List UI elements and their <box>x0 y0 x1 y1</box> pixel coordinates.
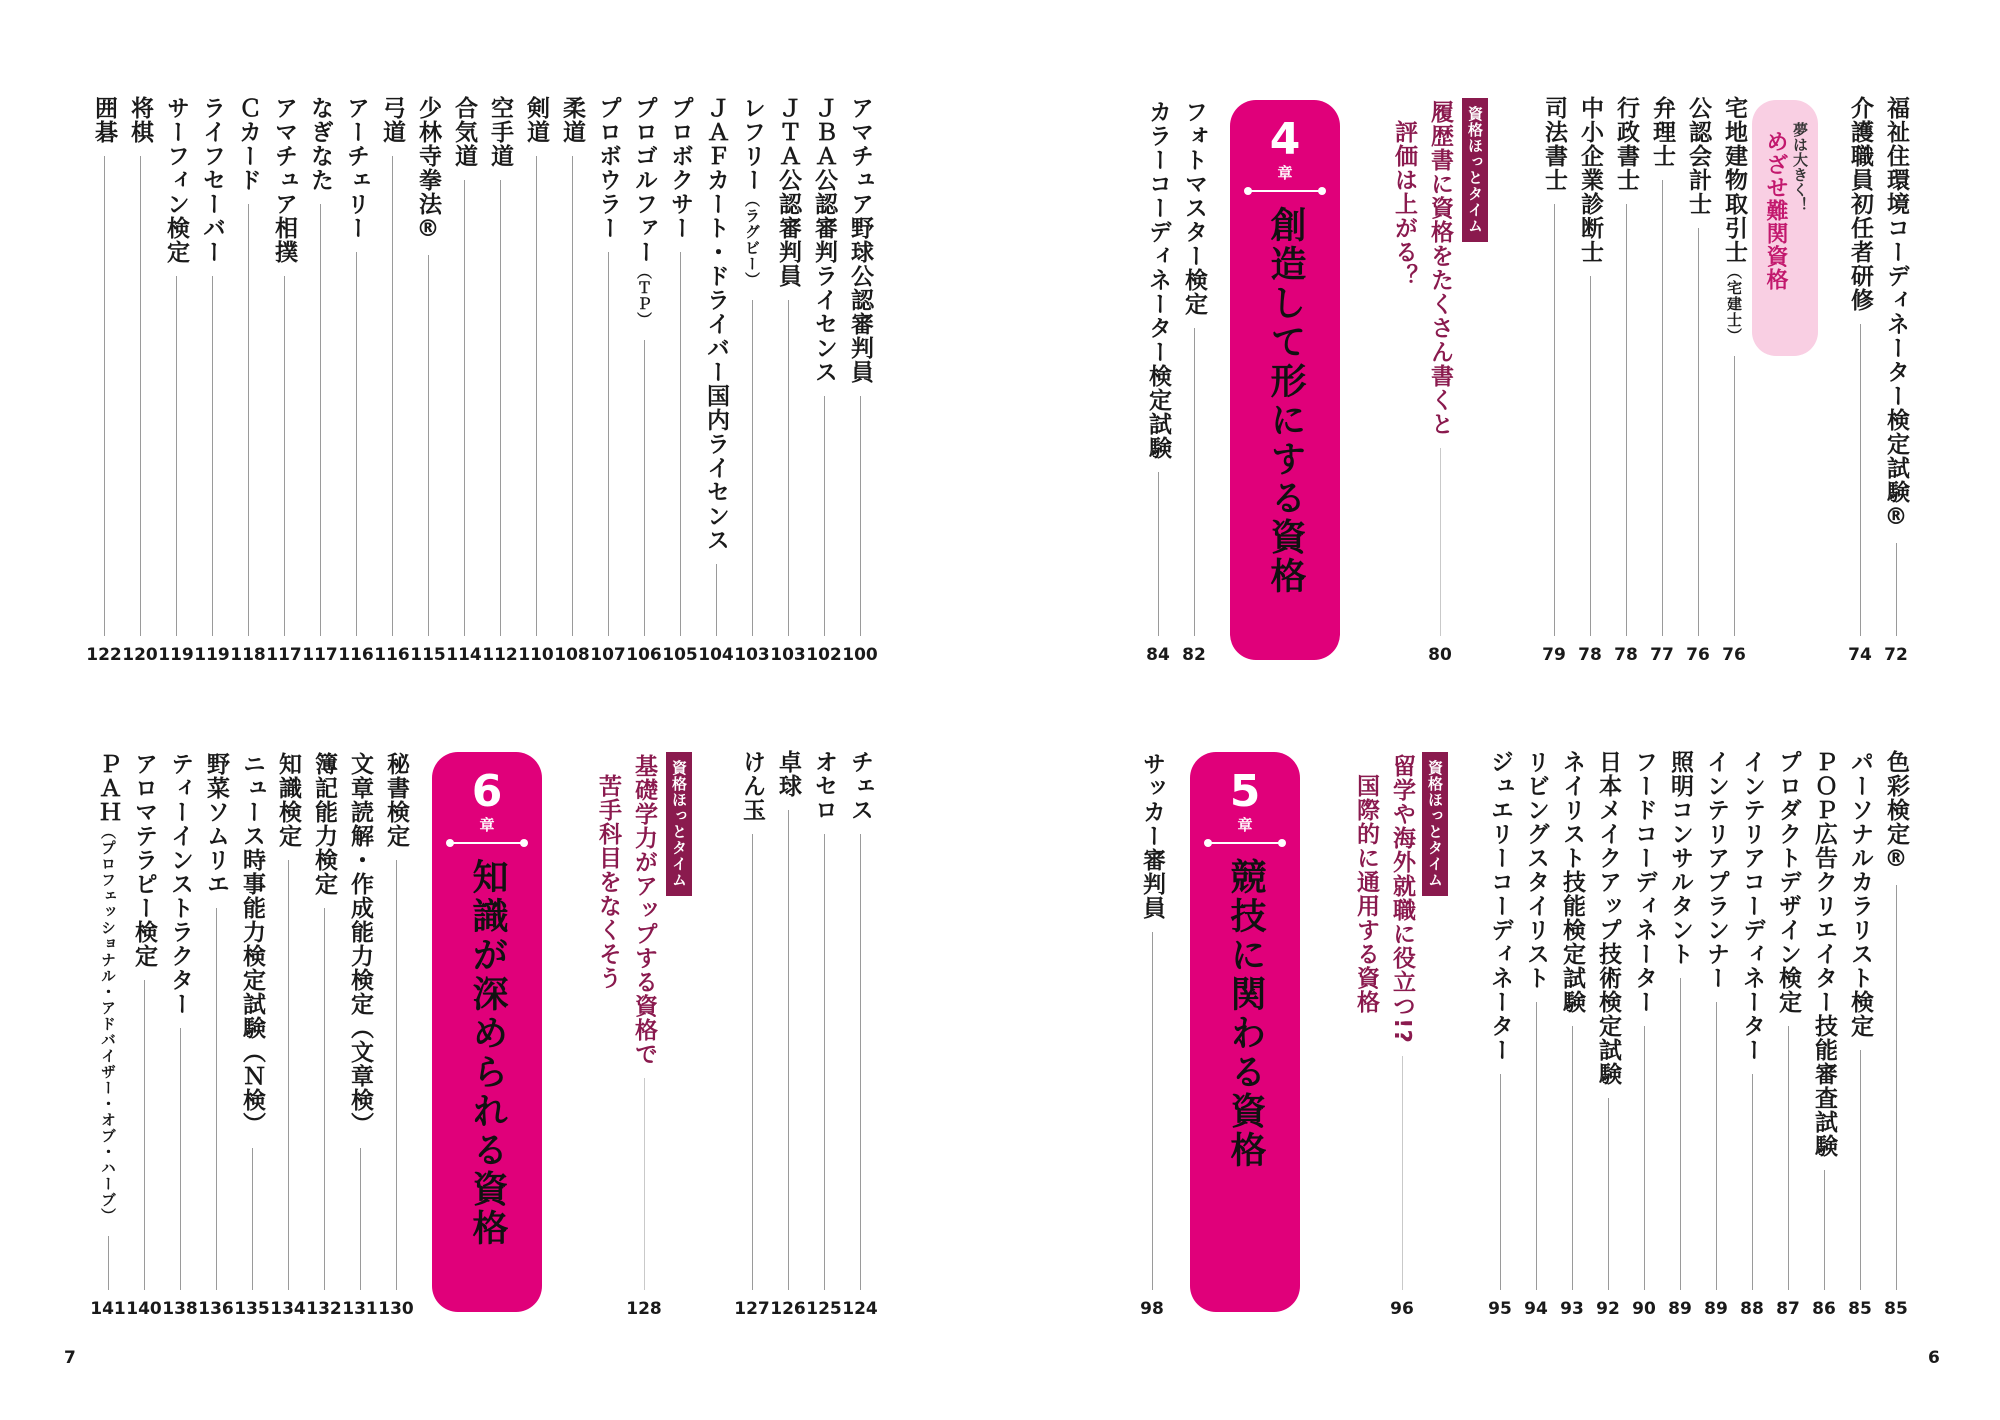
page-number: 98 <box>1140 1299 1164 1319</box>
page-number: 125 <box>806 1299 842 1319</box>
page-number: 102 <box>806 645 842 665</box>
toc-entry[interactable] <box>1592 750 1624 1320</box>
toc-entry[interactable] <box>88 96 120 666</box>
page-number: 118 <box>230 645 266 665</box>
leader-line <box>180 1028 181 1290</box>
page-number: 127 <box>734 1299 770 1319</box>
leader-line <box>392 156 393 636</box>
entry-title: 弁理士 <box>1649 96 1675 168</box>
toc-entry[interactable] <box>592 96 624 666</box>
toc-entry[interactable] <box>1484 750 1516 1320</box>
leader-line <box>1860 324 1861 636</box>
leader-line <box>608 252 609 636</box>
page-number: 108 <box>554 645 590 665</box>
leader-line <box>680 252 681 636</box>
page-number: 88 <box>1740 1299 1764 1319</box>
toc-entry[interactable] <box>1178 100 1210 666</box>
chapter-rule <box>1208 842 1282 844</box>
page-number: 128 <box>626 1299 662 1319</box>
entry-title: 介護職員初任者研修 <box>1847 96 1873 312</box>
leader-line <box>212 276 213 636</box>
toc-entry[interactable] <box>160 96 192 666</box>
entry-title: 福祉住環境コーディネーター検定試験® <box>1883 96 1909 531</box>
toc-entry[interactable] <box>196 96 228 666</box>
hot-time-entry-line2 <box>1350 774 1382 1014</box>
entry-title: 囲碁 <box>91 96 117 144</box>
leader-line <box>788 300 789 636</box>
page-number: 116 <box>374 645 410 665</box>
toc-entry[interactable] <box>448 96 480 666</box>
leader-line <box>572 156 573 636</box>
entry-title: プロボウラー <box>595 96 621 240</box>
entry-title: 野菜ソムリエ <box>203 752 229 896</box>
entry-title: ＪＴＡ公認審判員 <box>775 96 801 288</box>
leader-line <box>464 180 465 636</box>
page-number: 131 <box>342 1299 378 1319</box>
page-number: 115 <box>410 645 446 665</box>
page-number: 130 <box>378 1299 414 1319</box>
page-number: 74 <box>1848 645 1872 665</box>
entry-title: レフリー（ラグビー） <box>739 96 765 288</box>
entry-title: カラーコーディネーター検定試験 <box>1145 100 1171 460</box>
page-number: 103 <box>770 645 806 665</box>
toc-entry[interactable] <box>236 752 268 1320</box>
toc-entry[interactable] <box>772 750 804 1320</box>
entry-title: アーチェリー <box>343 96 369 240</box>
toc-entry[interactable] <box>1520 750 1552 1320</box>
toc-entry[interactable] <box>92 752 124 1320</box>
entry-title: 日本メイクアップ技術検定試験 <box>1595 750 1621 1086</box>
hot-time-entry[interactable] <box>1386 754 1418 1320</box>
toc-entry[interactable] <box>1136 752 1168 1320</box>
toc-entry[interactable] <box>1628 750 1660 1320</box>
leader-line <box>1896 885 1897 1290</box>
page-number: 134 <box>270 1299 306 1319</box>
entry-title: リビングスタイリスト <box>1523 750 1549 990</box>
pill-main-text: めざせ難関資格 <box>1763 130 1788 291</box>
page-number: 119 <box>194 645 230 665</box>
entry-title: アロマテラピー検定 <box>131 752 157 968</box>
toc-entry[interactable] <box>340 96 372 666</box>
leader-line <box>252 1148 253 1290</box>
toc-entry[interactable] <box>1700 750 1732 1320</box>
leader-line <box>1440 448 1441 636</box>
page-number: 86 <box>1812 1299 1836 1319</box>
leader-line <box>356 252 357 636</box>
page-number: 136 <box>198 1299 234 1319</box>
page-folio-left: 7 <box>64 1348 76 1368</box>
hot-time-title-line2: 国際的に通用する資格 <box>1353 774 1379 1014</box>
page-number: 117 <box>302 645 338 665</box>
leader-line <box>824 396 825 636</box>
chapter-number: 4 <box>1269 114 1301 165</box>
leader-line <box>320 204 321 636</box>
entry-title: 色彩検定® <box>1883 750 1909 873</box>
page-number: 140 <box>126 1299 162 1319</box>
page-number: 100 <box>842 645 878 665</box>
chapter-4-banner[interactable] <box>1230 100 1340 660</box>
leader-line <box>324 908 325 1290</box>
toc-entry[interactable] <box>628 96 660 666</box>
toc-entry[interactable] <box>1142 100 1174 666</box>
page-number: 79 <box>1542 645 1566 665</box>
toc-entry[interactable] <box>1718 96 1750 666</box>
toc-entry[interactable] <box>700 96 732 666</box>
toc-entry[interactable] <box>304 96 336 666</box>
page-number: 132 <box>306 1299 342 1319</box>
hot-time-entry-line2 <box>1388 120 1420 320</box>
entry-title: ＰＡＨ（プロフェッショナル・アドバイザー・オブ・ハーブ） <box>95 752 121 1224</box>
leader-line <box>1158 472 1159 636</box>
page-number: 116 <box>338 645 374 665</box>
page-number: 76 <box>1722 645 1746 665</box>
entry-title: 簿記能力検定 <box>311 752 337 896</box>
entry-title: 卓球 <box>775 750 801 798</box>
page-number: 106 <box>626 645 662 665</box>
chapter-title: 創造して形にする資格 <box>1265 206 1306 596</box>
leader-line <box>1152 932 1153 1290</box>
entry-title: インテリアコーディネーター <box>1739 750 1765 1062</box>
toc-entry[interactable] <box>664 96 696 666</box>
leader-line <box>1860 1050 1861 1290</box>
toc-entry[interactable] <box>1880 750 1912 1320</box>
leader-line <box>1644 1026 1645 1290</box>
page-number: 117 <box>266 645 302 665</box>
toc-entry[interactable] <box>1664 750 1696 1320</box>
toc-entry[interactable] <box>1556 750 1588 1320</box>
entry-title: なぎなた <box>307 96 333 192</box>
page-number: 93 <box>1560 1299 1584 1319</box>
leader-line <box>1608 1098 1609 1290</box>
toc-entry[interactable] <box>1772 750 1804 1320</box>
entry-title: Ｃカード <box>235 96 261 192</box>
hot-time-tag: 資格ほっとタイム <box>1422 752 1448 896</box>
toc-entry[interactable] <box>484 96 516 666</box>
leader-line <box>752 834 753 1290</box>
hot-time-title-line2: 苦手科目をなくそう <box>595 774 621 990</box>
chapter-label: 章 <box>479 816 495 834</box>
page-number: 114 <box>446 645 482 665</box>
entry-title: フードコーディネーター <box>1631 750 1657 1014</box>
entry-title: 弓道 <box>379 96 405 144</box>
entry-title: 公認会計士 <box>1685 96 1711 216</box>
entry-title: 将棋 <box>127 96 153 144</box>
toc-entry[interactable] <box>772 96 804 666</box>
chapter-rule <box>450 842 524 844</box>
hot-time-entry[interactable] <box>628 754 660 1320</box>
leader-line <box>752 300 753 636</box>
page-number: 77 <box>1650 645 1674 665</box>
entry-title: 少林寺拳法® <box>415 96 441 243</box>
toc-entry[interactable] <box>1646 96 1678 666</box>
leader-line <box>1626 204 1627 636</box>
feature-label-pill <box>1752 100 1818 356</box>
leader-line <box>104 156 105 636</box>
chapter-number: 5 <box>1229 766 1261 817</box>
page-number: 94 <box>1524 1299 1548 1319</box>
page-number: 124 <box>842 1299 878 1319</box>
toc-entry[interactable] <box>200 752 232 1320</box>
hot-time-title-line1: 履歴書に資格をたくさん書くと <box>1427 100 1453 436</box>
page-number: 76 <box>1686 645 1710 665</box>
hot-time-entry[interactable] <box>1424 100 1456 666</box>
page-number: 103 <box>734 645 770 665</box>
toc-entry[interactable] <box>128 752 160 1320</box>
page-number: 135 <box>234 1299 270 1319</box>
toc-entry[interactable] <box>272 752 304 1320</box>
entry-title: プロゴルファー（ＴＰ） <box>631 96 657 328</box>
page-folio-right: 6 <box>1928 1348 1940 1368</box>
leader-line <box>644 340 645 636</box>
leader-line <box>428 255 429 636</box>
leader-line <box>716 564 717 636</box>
leader-line <box>1194 328 1195 636</box>
toc-entry[interactable] <box>380 752 412 1320</box>
entry-title: サッカー審判員 <box>1139 752 1165 920</box>
entry-title: 柔道 <box>559 96 585 144</box>
toc-entry[interactable] <box>1808 750 1840 1320</box>
leader-line <box>284 276 285 636</box>
toc-entry[interactable] <box>1736 750 1768 1320</box>
leader-line <box>860 396 861 636</box>
leader-line <box>1788 1026 1789 1290</box>
page-number: 90 <box>1632 1299 1656 1319</box>
page-number: 138 <box>162 1299 198 1319</box>
entry-title: アマチュア野球公認審判員 <box>847 96 873 384</box>
entry-title: オセロ <box>811 750 837 822</box>
toc-entry[interactable] <box>268 96 300 666</box>
toc-entry[interactable] <box>412 96 444 666</box>
toc-entry[interactable] <box>808 750 840 1320</box>
page-number: 105 <box>662 645 698 665</box>
page-number: 78 <box>1578 645 1602 665</box>
page-number: 85 <box>1884 1299 1908 1319</box>
page-number: 96 <box>1390 1299 1414 1319</box>
page-number: 80 <box>1428 645 1452 665</box>
entry-title: 中小企業診断士 <box>1577 96 1603 264</box>
leader-line <box>140 156 141 636</box>
leader-line <box>1698 228 1699 636</box>
leader-line <box>360 1148 361 1290</box>
toc-entry[interactable] <box>164 752 196 1320</box>
page-number: 95 <box>1488 1299 1512 1319</box>
chapter-label: 章 <box>1237 816 1253 834</box>
leader-line <box>1500 1074 1501 1290</box>
chapter-title: 知識が深められる資格 <box>467 858 508 1248</box>
page-number: 107 <box>590 645 626 665</box>
entry-title: 合気道 <box>451 96 477 168</box>
leader-line <box>1554 204 1555 636</box>
leader-line <box>1824 1170 1825 1290</box>
toc-entry[interactable] <box>520 96 552 666</box>
entry-title: 知識検定 <box>275 752 301 848</box>
page-number: 120 <box>122 645 158 665</box>
leader-line <box>788 810 789 1290</box>
entry-title: 照明コンサルタント <box>1667 750 1693 966</box>
entry-title: ライフセーバー <box>199 96 225 264</box>
entry-title: けん玉 <box>739 750 765 822</box>
leader-line <box>1572 1026 1573 1290</box>
pill-subtext: 夢は大きく！ <box>1791 122 1809 212</box>
page-number: 82 <box>1182 645 1206 665</box>
toc-entry[interactable] <box>736 750 768 1320</box>
entry-title: ティーインストラクター <box>167 752 193 1016</box>
entry-title: 剣道 <box>523 96 549 144</box>
page-number: 87 <box>1776 1299 1800 1319</box>
page-number: 78 <box>1614 645 1638 665</box>
chapter-rule <box>1248 190 1322 192</box>
leader-line <box>824 834 825 1290</box>
entry-title: ＪＡＦカート・ドライバー国内ライセンス <box>703 96 729 552</box>
hot-time-title-line1: 基礎学力がアップする資格で <box>631 754 657 1066</box>
hot-time-title-line1: 留学や海外就職に役立つ!? <box>1389 754 1415 1044</box>
page-number: 141 <box>90 1299 126 1319</box>
toc-entry[interactable] <box>736 96 768 666</box>
leader-line <box>500 180 501 636</box>
toc-entry[interactable] <box>308 752 340 1320</box>
toc-entry[interactable] <box>808 96 840 666</box>
page-number: 122 <box>86 645 122 665</box>
entry-title: 宅地建物取引士（宅建士） <box>1721 96 1747 344</box>
entry-title: ＰＯＰ広告クリエイター技能審査試験 <box>1811 750 1837 1158</box>
toc-entry[interactable] <box>1880 96 1912 666</box>
leader-line <box>144 980 145 1290</box>
leader-line <box>536 156 537 636</box>
entry-title: 空手道 <box>487 96 513 168</box>
page-number: 72 <box>1884 645 1908 665</box>
leader-line <box>860 834 861 1290</box>
page-number: 110 <box>518 645 554 665</box>
entry-title: プロダクトデザイン検定 <box>1775 750 1801 1014</box>
toc-entry[interactable] <box>124 96 156 666</box>
page-number: 104 <box>698 645 734 665</box>
toc-entry[interactable] <box>376 96 408 666</box>
entry-title: フォトマスター検定 <box>1181 100 1207 316</box>
toc-entry[interactable] <box>556 96 588 666</box>
page-number: 89 <box>1704 1299 1728 1319</box>
page-number: 85 <box>1848 1299 1872 1319</box>
hot-time-tag: 資格ほっとタイム <box>666 752 692 896</box>
leader-line <box>176 276 177 636</box>
leader-line <box>1716 1002 1717 1290</box>
page-number: 119 <box>158 645 194 665</box>
toc-entry[interactable] <box>1610 96 1642 666</box>
page-number: 112 <box>482 645 518 665</box>
chapter-title: 競技に関わる資格 <box>1225 858 1266 1170</box>
leader-line <box>1752 1074 1753 1290</box>
entry-title: プロボクサー <box>667 96 693 240</box>
page-number: 84 <box>1146 645 1170 665</box>
entry-title: ネイリスト技能検定試験 <box>1559 750 1585 1014</box>
entry-title: 秘書検定 <box>383 752 409 848</box>
entry-title: アマチュア相撲 <box>271 96 297 264</box>
toc-entry[interactable] <box>1538 96 1570 666</box>
leader-line <box>108 1236 109 1290</box>
leader-line <box>1896 543 1897 636</box>
toc-entry[interactable] <box>232 96 264 666</box>
leader-line <box>1590 276 1591 636</box>
leader-line <box>1680 978 1681 1290</box>
toc-entry[interactable] <box>1844 750 1876 1320</box>
leader-line <box>216 908 217 1290</box>
chapter-5-banner[interactable] <box>1190 752 1300 1312</box>
leader-line <box>1662 180 1663 636</box>
leader-line <box>248 204 249 636</box>
chapter-6-banner[interactable] <box>432 752 542 1312</box>
leader-line <box>1536 1002 1537 1290</box>
leader-line <box>644 1078 645 1290</box>
page-number: 126 <box>770 1299 806 1319</box>
hot-time-entry-line2 <box>592 774 624 990</box>
page-number: 89 <box>1668 1299 1692 1319</box>
leader-line <box>288 860 289 1290</box>
page-number: 92 <box>1596 1299 1620 1319</box>
toc-entry[interactable] <box>1844 96 1876 666</box>
entry-title: ジュエリーコーディネーター <box>1487 750 1513 1062</box>
entry-title: サーフィン検定 <box>163 96 189 264</box>
hot-time-tag: 資格ほっとタイム <box>1462 98 1488 242</box>
toc-entry[interactable] <box>844 750 876 1320</box>
leader-line <box>1402 1056 1403 1290</box>
leader-line <box>1734 356 1735 636</box>
entry-title: ニュース時事能力検定試験（Ｎ検） <box>239 752 265 1136</box>
entry-title: 行政書士 <box>1613 96 1639 192</box>
toc-entry[interactable] <box>1682 96 1714 666</box>
toc-entry[interactable] <box>1574 96 1606 666</box>
entry-title: ＪＢＡ公認審判ライセンス <box>811 96 837 384</box>
entry-title: 文章読解・作成能力検定（文章検） <box>347 752 373 1136</box>
chapter-number: 6 <box>471 766 503 817</box>
toc-entry[interactable] <box>844 96 876 666</box>
toc-entry[interactable] <box>344 752 376 1320</box>
entry-title: インテリアプランナー <box>1703 750 1729 990</box>
entry-title: パーソナルカラリスト検定 <box>1847 750 1873 1038</box>
entry-title: チェス <box>847 750 873 822</box>
leader-line <box>396 860 397 1290</box>
hot-time-title-line2: 評価は上がる？ <box>1391 120 1417 288</box>
chapter-label: 章 <box>1277 164 1293 182</box>
entry-title: 司法書士 <box>1541 96 1567 192</box>
